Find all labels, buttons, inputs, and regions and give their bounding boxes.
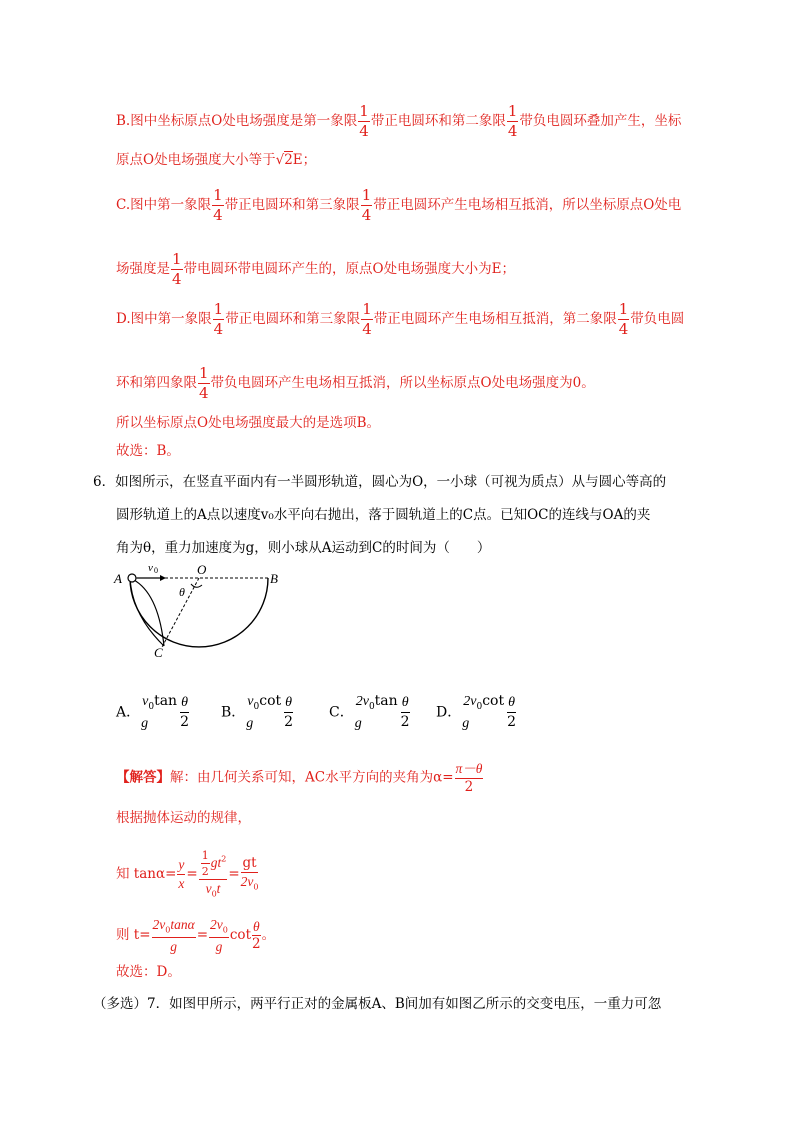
ball — [128, 574, 136, 582]
explanation-d-line1: D.图中第一象限 $\frac{1}{4}$ 带正电圆环和第三象限 $\frac{1}{4}$ 带正电圆环产生电场相互抵消，第二象限 $\frac{1}{4}$ 带负电圆 — [116, 300, 685, 338]
trajectory-curve-outer — [130, 578, 164, 646]
explanation-answer: 故选：B。 — [116, 443, 180, 459]
fraction-quarter: $\frac{1}{4}$ — [618, 300, 629, 338]
semicircle-arc — [130, 578, 268, 647]
label-theta: θ — [179, 585, 185, 599]
fraction-quarter: $\frac{1}{4}$ — [199, 364, 209, 402]
semicircle-track-figure — [108, 560, 288, 660]
explanation-conclusion: 所以坐标原点O处电场强度最大的是选项B。 — [116, 415, 380, 431]
solution-line3: 知 tanα= $\frac{y}{x}$ = $\frac{1}{2}$ $gt^2$ $v_0t$ = $\frac{gt}{2v_0}$ — [116, 849, 259, 899]
label-C: C — [154, 645, 163, 660]
velocity-arrowhead — [160, 575, 166, 581]
question6-line1: 6．如图所示，在竖直平面内有一半圆形轨道，圆心为O，一小球（可视为质点）从与圆心等高的 — [93, 474, 667, 490]
explanation-d-line2: 环和第四象限 $\frac{1}{4}$ 带负电圆环产生电场相互抵消，所以坐标原点O处电场强度为0。 — [116, 364, 595, 402]
option-d[interactable]: D． $2v_0\cot$ g $\frac{\theta}{2}$ — [436, 693, 517, 731]
sqrt-symbol: √2 — [275, 152, 293, 168]
fraction-quarter: $\frac{1}{4}$ — [213, 186, 223, 224]
label-O: O — [197, 562, 207, 577]
fraction-quarter: $\frac{1}{4}$ — [507, 102, 518, 140]
solution-line1: 【解答】解：由几何关系可知，AC水平方向的夹角为α= $\frac{\pi-\theta}{2}$ — [116, 761, 483, 795]
fraction-quarter: $\frac{1}{4}$ — [213, 300, 224, 338]
theta-angle-arc — [191, 584, 202, 587]
option-a[interactable]: A． $v_0\tan$ g $\frac{\theta}{2}$ — [116, 693, 189, 731]
option-b[interactable]: B． $v_0\cot$ g $\frac{\theta}{2}$ — [221, 693, 294, 731]
explanation-b-line1: B.图中坐标原点O处电场强度是第一象限 $\frac{1}{4}$ 带正电圆环和第二象限 $\frac{1}{4}$ 带负电圆环叠加产生，坐标 — [116, 102, 682, 140]
solution-line4: 则 t= $\frac{2v_0\tan\alpha}{g}$ = $\frac{2v_0}{g}$ cot $\frac{\theta}{2}$ 。 — [116, 917, 276, 954]
fraction-quarter: $\frac{1}{4}$ — [172, 250, 182, 288]
label-v: v — [148, 562, 153, 574]
fraction-quarter: $\frac{1}{4}$ — [362, 300, 372, 338]
question7-line1: （多选）7．如图甲所示，两平行正对的金属板A、B间加有如图乙所示的交变电压，一重力可忽 — [93, 996, 662, 1012]
explanation-c-line1: C.图中第一象限 $\frac{1}{4}$ 带正电圆环和第三象限 $\frac{1}{4}$ 带正电圆环产生电场相互抵消，所以坐标原点O处电 — [116, 186, 682, 224]
solution-answer: 故选：D。 — [116, 964, 181, 980]
explanation-b-line2: 原点O处电场强度大小等于√2E； — [116, 152, 317, 168]
trajectory-curve-inner — [130, 578, 164, 646]
fraction-quarter: $\frac{1}{4}$ — [359, 102, 369, 140]
label-v-sub: 0 — [154, 566, 158, 575]
option-c[interactable]: C． $2v_0\tan$ g $\frac{\theta}{2}$ — [329, 693, 410, 731]
label-B: B — [270, 571, 278, 586]
question6-line3: 角为θ，重力加速度为g，则小球从A运动到C的时间为（ ） — [116, 540, 491, 556]
explanation-c-line2: 场强度是 $\frac{1}{4}$ 带电圆环带电圆环产生的，原点O处电场强度大小为E； — [116, 250, 515, 288]
fraction-quarter: $\frac{1}{4}$ — [361, 186, 372, 224]
solution-line2: 根据抛体运动的规律， — [116, 810, 251, 826]
question6-line2: 圆形轨道上的A点以速度v₀水平向右抛出，落于圆轨道上的C点。已知OC的连线与OA的夹 — [116, 507, 651, 523]
label-A: A — [114, 571, 122, 586]
